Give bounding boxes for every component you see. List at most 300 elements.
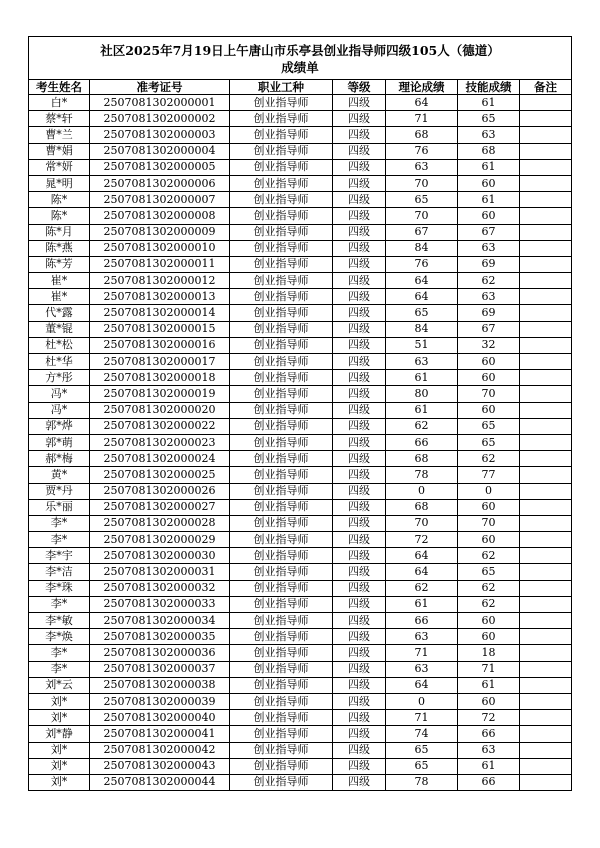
cell-exam-id: 2507081302000035 (90, 629, 230, 645)
cell-job: 创业指导师 (230, 758, 333, 774)
cell-level: 四级 (333, 192, 386, 208)
score-table (28, 36, 572, 791)
cell-skill: 62 (458, 548, 520, 564)
cell-job: 创业指导师 (230, 127, 333, 143)
cell-skill: 32 (458, 337, 520, 353)
cell-note (520, 337, 572, 353)
cell-job: 创业指导师 (230, 143, 333, 159)
cell-job: 创业指导师 (230, 224, 333, 240)
cell-exam-id: 2507081302000004 (90, 143, 230, 159)
cell-level: 四级 (333, 95, 386, 111)
cell-theory: 80 (386, 386, 458, 402)
cell-skill: 60 (458, 402, 520, 418)
cell-note (520, 742, 572, 758)
cell-skill: 61 (458, 95, 520, 111)
cell-level: 四级 (333, 273, 386, 289)
cell-skill: 70 (458, 515, 520, 531)
cell-name: 杜*松 (29, 337, 90, 353)
cell-job: 创业指导师 (230, 305, 333, 321)
cell-level: 四级 (333, 645, 386, 661)
cell-note (520, 451, 572, 467)
cell-level: 四级 (333, 467, 386, 483)
cell-job: 创业指导师 (230, 677, 333, 693)
cell-exam-id: 2507081302000015 (90, 321, 230, 337)
cell-exam-id: 2507081302000030 (90, 548, 230, 564)
cell-exam-id: 2507081302000039 (90, 693, 230, 709)
cell-exam-id: 2507081302000012 (90, 273, 230, 289)
cell-exam-id: 2507081302000029 (90, 532, 230, 548)
cell-exam-id: 2507081302000037 (90, 661, 230, 677)
cell-skill: 60 (458, 354, 520, 370)
cell-level: 四级 (333, 240, 386, 256)
cell-level: 四级 (333, 451, 386, 467)
cell-job: 创业指导师 (230, 693, 333, 709)
cell-level: 四级 (333, 256, 386, 272)
cell-level: 四级 (333, 483, 386, 499)
table-row (29, 224, 572, 240)
cell-note (520, 596, 572, 612)
cell-level: 四级 (333, 710, 386, 726)
cell-job: 创业指导师 (230, 515, 333, 531)
table-row (29, 693, 572, 709)
cell-level: 四级 (333, 321, 386, 337)
cell-exam-id: 2507081302000041 (90, 726, 230, 742)
cell-note (520, 127, 572, 143)
cell-theory: 70 (386, 515, 458, 531)
cell-theory: 84 (386, 321, 458, 337)
cell-skill: 60 (458, 613, 520, 629)
cell-level: 四级 (333, 693, 386, 709)
cell-name: 曹*兰 (29, 127, 90, 143)
cell-level: 四级 (333, 580, 386, 596)
header-job: 职业工种 (230, 80, 333, 95)
cell-level: 四级 (333, 726, 386, 742)
cell-job: 创业指导师 (230, 418, 333, 434)
cell-exam-id: 2507081302000025 (90, 467, 230, 483)
cell-job: 创业指导师 (230, 580, 333, 596)
cell-level: 四级 (333, 175, 386, 191)
cell-name: 李* (29, 661, 90, 677)
cell-skill: 63 (458, 127, 520, 143)
cell-exam-id: 2507081302000023 (90, 434, 230, 450)
table-row (29, 677, 572, 693)
cell-note (520, 386, 572, 402)
cell-exam-id: 2507081302000008 (90, 208, 230, 224)
cell-job: 创业指导师 (230, 175, 333, 191)
cell-skill: 65 (458, 564, 520, 580)
cell-level: 四级 (333, 224, 386, 240)
cell-theory: 63 (386, 661, 458, 677)
cell-skill: 62 (458, 273, 520, 289)
cell-level: 四级 (333, 159, 386, 175)
cell-theory: 66 (386, 434, 458, 450)
cell-theory: 62 (386, 580, 458, 596)
cell-name: 郭*萌 (29, 434, 90, 450)
cell-name: 刘* (29, 774, 90, 790)
cell-skill: 65 (458, 434, 520, 450)
cell-theory: 65 (386, 742, 458, 758)
cell-note (520, 418, 572, 434)
cell-name: 李*焕 (29, 629, 90, 645)
cell-name: 代*露 (29, 305, 90, 321)
table-row (29, 758, 572, 774)
cell-note (520, 661, 572, 677)
table-row (29, 192, 572, 208)
table-row (29, 710, 572, 726)
cell-theory: 70 (386, 175, 458, 191)
cell-exam-id: 2507081302000024 (90, 451, 230, 467)
cell-exam-id: 2507081302000016 (90, 337, 230, 353)
cell-job: 创业指导师 (230, 159, 333, 175)
cell-skill: 67 (458, 224, 520, 240)
table-row (29, 613, 572, 629)
cell-exam-id: 2507081302000002 (90, 111, 230, 127)
table-row (29, 289, 572, 305)
table-row (29, 515, 572, 531)
cell-exam-id: 2507081302000007 (90, 192, 230, 208)
cell-skill: 63 (458, 240, 520, 256)
table-row (29, 774, 572, 790)
cell-job: 创业指导师 (230, 742, 333, 758)
cell-skill: 66 (458, 774, 520, 790)
table-row (29, 208, 572, 224)
cell-name: 崔* (29, 289, 90, 305)
cell-theory: 70 (386, 208, 458, 224)
cell-note (520, 111, 572, 127)
cell-level: 四级 (333, 548, 386, 564)
cell-note (520, 774, 572, 790)
cell-skill: 62 (458, 451, 520, 467)
cell-theory: 78 (386, 774, 458, 790)
cell-note (520, 192, 572, 208)
cell-exam-id: 2507081302000038 (90, 677, 230, 693)
cell-name: 常*妍 (29, 159, 90, 175)
cell-level: 四级 (333, 515, 386, 531)
cell-name: 蔡*轩 (29, 111, 90, 127)
cell-theory: 74 (386, 726, 458, 742)
title-line-1: 社区2025年7月19日上午唐山市乐亭县创业指导师四级105人（德道） (100, 43, 500, 58)
cell-theory: 65 (386, 305, 458, 321)
cell-skill: 67 (458, 321, 520, 337)
cell-level: 四级 (333, 127, 386, 143)
cell-skill: 61 (458, 758, 520, 774)
cell-theory: 64 (386, 289, 458, 305)
table-row (29, 305, 572, 321)
table-row (29, 596, 572, 612)
cell-job: 创业指导师 (230, 321, 333, 337)
table-row (29, 354, 572, 370)
cell-name: 刘* (29, 710, 90, 726)
cell-job: 创业指导师 (230, 726, 333, 742)
cell-level: 四级 (333, 208, 386, 224)
cell-theory: 65 (386, 758, 458, 774)
cell-theory: 68 (386, 499, 458, 515)
cell-note (520, 273, 572, 289)
cell-note (520, 321, 572, 337)
cell-level: 四级 (333, 337, 386, 353)
cell-name: 黄* (29, 467, 90, 483)
cell-skill: 61 (458, 192, 520, 208)
cell-job: 创业指导师 (230, 256, 333, 272)
cell-job: 创业指导师 (230, 95, 333, 111)
table-body (29, 95, 572, 791)
cell-skill: 60 (458, 208, 520, 224)
cell-level: 四级 (333, 661, 386, 677)
table-row (29, 321, 572, 337)
table-row (29, 370, 572, 386)
cell-job: 创业指导师 (230, 629, 333, 645)
cell-theory: 76 (386, 256, 458, 272)
cell-level: 四级 (333, 354, 386, 370)
cell-skill: 68 (458, 143, 520, 159)
cell-exam-id: 2507081302000010 (90, 240, 230, 256)
cell-name: 李*洁 (29, 564, 90, 580)
cell-name: 刘*静 (29, 726, 90, 742)
cell-name: 冯* (29, 386, 90, 402)
header-row (29, 80, 572, 95)
table-row (29, 127, 572, 143)
cell-level: 四级 (333, 143, 386, 159)
cell-exam-id: 2507081302000032 (90, 580, 230, 596)
header-skill: 技能成绩 (458, 80, 520, 95)
cell-note (520, 354, 572, 370)
cell-level: 四级 (333, 613, 386, 629)
cell-name: 董*锟 (29, 321, 90, 337)
cell-name: 刘*云 (29, 677, 90, 693)
cell-theory: 61 (386, 370, 458, 386)
cell-exam-id: 2507081302000003 (90, 127, 230, 143)
cell-job: 创业指导师 (230, 111, 333, 127)
cell-job: 创业指导师 (230, 483, 333, 499)
header-name: 考生姓名 (29, 80, 90, 95)
cell-level: 四级 (333, 434, 386, 450)
cell-skill: 63 (458, 742, 520, 758)
cell-job: 创业指导师 (230, 548, 333, 564)
cell-skill: 60 (458, 499, 520, 515)
table-row (29, 143, 572, 159)
cell-note (520, 224, 572, 240)
header-theory: 理论成绩 (386, 80, 458, 95)
cell-skill: 18 (458, 645, 520, 661)
table-row (29, 564, 572, 580)
cell-name: 李*宇 (29, 548, 90, 564)
cell-skill: 61 (458, 159, 520, 175)
cell-note (520, 208, 572, 224)
cell-theory: 64 (386, 677, 458, 693)
table-row (29, 95, 572, 111)
cell-note (520, 95, 572, 111)
cell-note (520, 710, 572, 726)
cell-skill: 72 (458, 710, 520, 726)
cell-job: 创业指导师 (230, 354, 333, 370)
cell-skill: 69 (458, 256, 520, 272)
cell-theory: 62 (386, 418, 458, 434)
cell-note (520, 175, 572, 191)
cell-theory: 72 (386, 532, 458, 548)
cell-job: 创业指导师 (230, 564, 333, 580)
cell-theory: 78 (386, 467, 458, 483)
cell-skill: 0 (458, 483, 520, 499)
cell-exam-id: 2507081302000009 (90, 224, 230, 240)
cell-note (520, 758, 572, 774)
cell-level: 四级 (333, 386, 386, 402)
cell-note (520, 240, 572, 256)
cell-job: 创业指导师 (230, 710, 333, 726)
cell-theory: 64 (386, 548, 458, 564)
cell-note (520, 564, 572, 580)
cell-exam-id: 2507081302000036 (90, 645, 230, 661)
cell-job: 创业指导师 (230, 386, 333, 402)
cell-exam-id: 2507081302000014 (90, 305, 230, 321)
table-row (29, 726, 572, 742)
cell-name: 郭*烨 (29, 418, 90, 434)
cell-note (520, 143, 572, 159)
cell-exam-id: 2507081302000018 (90, 370, 230, 386)
cell-theory: 63 (386, 354, 458, 370)
table-row (29, 483, 572, 499)
cell-name: 郝*梅 (29, 451, 90, 467)
cell-job: 创业指导师 (230, 337, 333, 353)
table-row (29, 418, 572, 434)
cell-job: 创业指导师 (230, 613, 333, 629)
cell-skill: 70 (458, 386, 520, 402)
cell-name: 陈* (29, 208, 90, 224)
cell-level: 四级 (333, 774, 386, 790)
cell-note (520, 532, 572, 548)
cell-job: 创业指导师 (230, 402, 333, 418)
cell-job: 创业指导师 (230, 499, 333, 515)
cell-level: 四级 (333, 305, 386, 321)
cell-note (520, 256, 572, 272)
cell-skill: 77 (458, 467, 520, 483)
header-level: 等级 (333, 80, 386, 95)
cell-theory: 0 (386, 693, 458, 709)
cell-theory: 65 (386, 192, 458, 208)
cell-note (520, 370, 572, 386)
cell-job: 创业指导师 (230, 467, 333, 483)
cell-note (520, 159, 572, 175)
cell-theory: 71 (386, 645, 458, 661)
cell-name: 杜*华 (29, 354, 90, 370)
cell-exam-id: 2507081302000034 (90, 613, 230, 629)
cell-skill: 63 (458, 289, 520, 305)
cell-name: 李* (29, 645, 90, 661)
cell-skill: 61 (458, 677, 520, 693)
cell-skill: 66 (458, 726, 520, 742)
table-row (29, 580, 572, 596)
cell-job: 创业指导师 (230, 596, 333, 612)
cell-note (520, 677, 572, 693)
cell-note (520, 645, 572, 661)
cell-level: 四级 (333, 742, 386, 758)
cell-job: 创业指导师 (230, 273, 333, 289)
cell-exam-id: 2507081302000026 (90, 483, 230, 499)
cell-level: 四级 (333, 370, 386, 386)
cell-theory: 71 (386, 710, 458, 726)
cell-skill: 60 (458, 370, 520, 386)
cell-exam-id: 2507081302000001 (90, 95, 230, 111)
cell-skill: 60 (458, 175, 520, 191)
cell-name: 乐*丽 (29, 499, 90, 515)
table-row (29, 742, 572, 758)
cell-exam-id: 2507081302000006 (90, 175, 230, 191)
table-row (29, 159, 572, 175)
cell-note (520, 499, 572, 515)
cell-job: 创业指导师 (230, 192, 333, 208)
cell-name: 崔* (29, 273, 90, 289)
cell-name: 刘* (29, 693, 90, 709)
cell-theory: 84 (386, 240, 458, 256)
cell-note (520, 434, 572, 450)
sheet-title (29, 37, 572, 80)
cell-job: 创业指导师 (230, 661, 333, 677)
cell-skill: 62 (458, 580, 520, 596)
cell-name: 晁*明 (29, 175, 90, 191)
cell-exam-id: 2507081302000011 (90, 256, 230, 272)
table-row (29, 402, 572, 418)
cell-note (520, 613, 572, 629)
cell-skill: 60 (458, 693, 520, 709)
cell-skill: 65 (458, 418, 520, 434)
cell-theory: 64 (386, 273, 458, 289)
table-row (29, 548, 572, 564)
cell-name: 李* (29, 515, 90, 531)
cell-note (520, 580, 572, 596)
cell-level: 四级 (333, 564, 386, 580)
cell-level: 四级 (333, 629, 386, 645)
cell-exam-id: 2507081302000027 (90, 499, 230, 515)
table-row (29, 256, 572, 272)
cell-name: 冯* (29, 402, 90, 418)
cell-theory: 63 (386, 629, 458, 645)
cell-level: 四级 (333, 289, 386, 305)
cell-note (520, 726, 572, 742)
table-row (29, 111, 572, 127)
cell-name: 李*敏 (29, 613, 90, 629)
cell-theory: 61 (386, 402, 458, 418)
table-row (29, 467, 572, 483)
table-row (29, 386, 572, 402)
cell-level: 四级 (333, 596, 386, 612)
cell-name: 陈*芳 (29, 256, 90, 272)
cell-job: 创业指导师 (230, 289, 333, 305)
cell-exam-id: 2507081302000040 (90, 710, 230, 726)
table-row (29, 645, 572, 661)
cell-exam-id: 2507081302000028 (90, 515, 230, 531)
cell-job: 创业指导师 (230, 532, 333, 548)
cell-theory: 0 (386, 483, 458, 499)
score-sheet (28, 36, 571, 791)
cell-level: 四级 (333, 677, 386, 693)
cell-level: 四级 (333, 532, 386, 548)
cell-job: 创业指导师 (230, 434, 333, 450)
cell-level: 四级 (333, 758, 386, 774)
cell-exam-id: 2507081302000020 (90, 402, 230, 418)
cell-exam-id: 2507081302000042 (90, 742, 230, 758)
cell-skill: 62 (458, 596, 520, 612)
cell-note (520, 483, 572, 499)
header-exam-id: 准考证号 (90, 80, 230, 95)
cell-name: 陈*月 (29, 224, 90, 240)
cell-job: 创业指导师 (230, 451, 333, 467)
cell-note (520, 289, 572, 305)
cell-theory: 63 (386, 159, 458, 175)
cell-name: 陈*燕 (29, 240, 90, 256)
cell-name: 贾*丹 (29, 483, 90, 499)
table-row (29, 629, 572, 645)
cell-theory: 68 (386, 451, 458, 467)
cell-theory: 64 (386, 95, 458, 111)
